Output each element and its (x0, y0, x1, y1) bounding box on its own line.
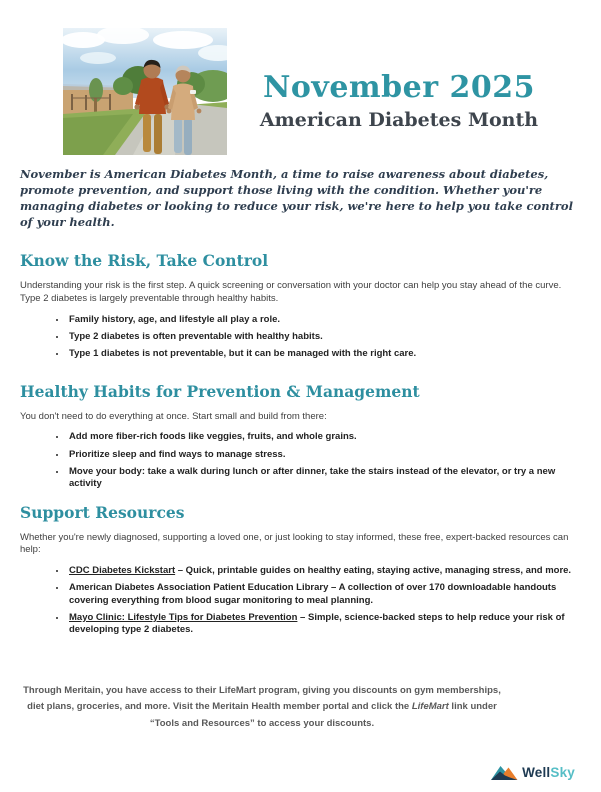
cdc-diabetes-kickstart-link[interactable]: CDC Diabetes Kickstart (69, 565, 176, 577)
closing-text: link under “Tools and Resources” to access your discounts. (149, 701, 497, 729)
page-subtitle: American Diabetes Month (259, 108, 539, 131)
list-item (67, 565, 583, 578)
logo-sky: Sky (550, 764, 575, 780)
closing-text: Through Meritain, you have access to their LifeMart program, giving you discounts on gym memberships, diet plans, groceries, and more. Visit the Meritain Health member portal and click the (23, 684, 501, 713)
mayo-clinic-lifestyle-tips-link[interactable]: Mayo Clinic: Lifestyle Tips for Diabetes Prevention (69, 611, 298, 623)
section-heading-support-resources: Support Resources (20, 502, 185, 522)
list-item (67, 331, 583, 344)
bullet-text: Prioritize sleep and find ways to manage stress. (69, 448, 286, 460)
section-body: You don't need to do everything at once. Start small and build from there: (20, 410, 327, 422)
section-body: Understanding your risk is the first step. A quick screening or conversation with your doctor can help you stay ahead of the curve. Type 2 diabetes is largely preventable through healthy habits. (20, 280, 562, 305)
section-support-resources (20, 503, 583, 637)
section-body: Whether you're newly diagnosed, supporting a loved one, or just looking to stay informed, these free, expert-backed resources can help: (20, 531, 569, 556)
header (0, 0, 601, 155)
intro-paragraph: November is American Diabetes Month, a time to raise awareness about diabetes, promote prevention, and support those living with the condition. Whether you're managing diabetes or looking to reduce your risk, we're here to help you take control of your health. (20, 167, 573, 229)
bullet-text: Type 1 diabetes is not preventable, but it can be managed with the right care. (69, 348, 417, 360)
list-item (67, 431, 583, 444)
section-healthy-habits (20, 382, 583, 491)
lifemart-italic: LifeMart (411, 701, 449, 713)
page-title: November 2025 (262, 70, 535, 105)
bullet-text: Family history, age, and lifestyle all play a role. (69, 314, 281, 326)
section-heading-healthy-habits: Healthy Habits for Prevention & Management (20, 381, 420, 401)
section-know-the-risk (20, 251, 583, 360)
list-item (67, 449, 583, 462)
wellsky-logo-text (522, 765, 575, 780)
closing-paragraph (22, 683, 502, 732)
bullet-list (20, 314, 583, 361)
couple-walking-photo (63, 28, 227, 155)
list-item (67, 582, 583, 607)
bullet-text: Type 2 diabetes is often preventable with healthy habits. (69, 331, 323, 343)
bullet-list (20, 431, 583, 490)
wellsky-mountain-icon (491, 763, 518, 781)
bullet-text: – Quick, printable guides on healthy eating, staying active, managing stress, and more. (175, 565, 572, 577)
bullet-text: Move your body: take a walk during lunch or after dinner, take the stairs instead of the elevator, or try a new activity (69, 465, 556, 490)
bullet-text: – Simple, science-backed steps to help reduce your risk of developing type 2 diabetes. (69, 611, 565, 636)
list-item (67, 466, 583, 491)
wellsky-logo (491, 763, 575, 781)
couple-walking-photo-art (63, 28, 227, 155)
logo-well: Well (522, 764, 551, 780)
list-item (67, 314, 583, 327)
bullet-text: Add more fiber-rich foods like veggies, fruits, and whole grains. (69, 431, 357, 443)
bullet-list (20, 565, 583, 637)
bullet-text: American Diabetes Association Patient Education Library – A collection of over 170 downloadable handouts covering everything from blood sugar monitoring to meal planning. (69, 582, 557, 606)
masthead (227, 72, 601, 155)
section-heading-know-the-risk: Know the Risk, Take Control (20, 251, 269, 271)
list-item (67, 348, 583, 361)
list-item (67, 612, 583, 637)
